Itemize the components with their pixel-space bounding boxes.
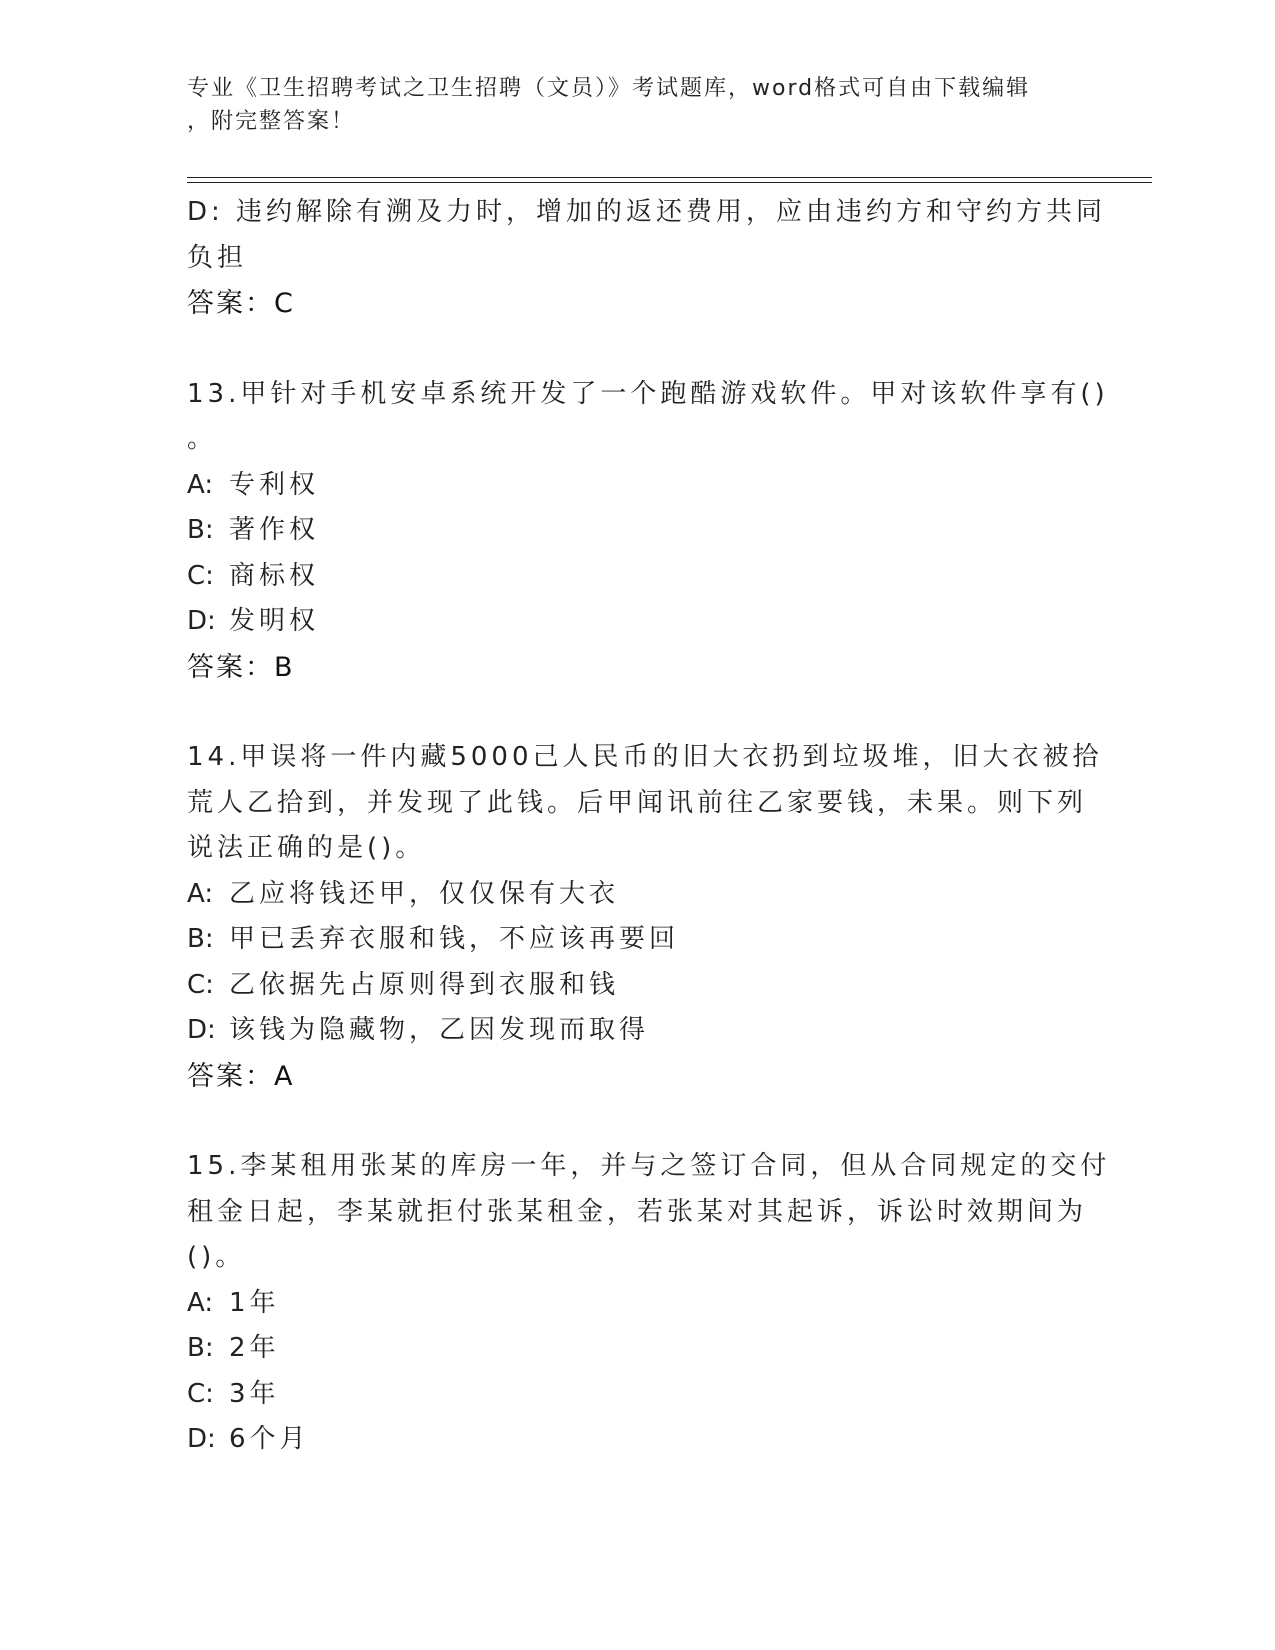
question-stem-line: 。: [187, 424, 218, 454]
option-a: [187, 463, 1087, 509]
option-b: [187, 1326, 1087, 1372]
question-stem-line: 租金日起，李某就拒付张某租金，若张某对其起诉，诉讼时效期间为: [187, 1196, 1088, 1227]
spacer: [187, 327, 1087, 372]
option-text: 著作权: [229, 515, 320, 545]
option-text: 乙依据先占原则得到衣服和钱: [229, 969, 620, 1000]
answer-text: 答案：A: [187, 1060, 295, 1092]
option-c: [187, 963, 1087, 1009]
option-label: D:: [187, 1424, 216, 1454]
question-14: [187, 735, 1103, 1099]
option-label: C:: [187, 560, 214, 591]
question-stem-line: 荒人乙拾到，并发现了此钱。后甲闻讯前往乙家要钱，未果。则下列: [187, 787, 1088, 818]
option-text: 2年: [229, 1333, 280, 1363]
option-label: B:: [187, 924, 214, 954]
option-label: A:: [187, 878, 214, 909]
option-label: B:: [187, 515, 214, 545]
option-a: [187, 1281, 1087, 1327]
option-text: 乙应将钱还甲，仅仅保有大衣: [229, 878, 620, 909]
option-d: [187, 1008, 1087, 1054]
option-text: 商标权: [229, 560, 320, 591]
option-label: D:: [187, 1015, 216, 1045]
option-label: A:: [187, 1287, 214, 1318]
option-text: 发明权: [229, 606, 320, 636]
question-stem-line: 13.甲针对手机安卓系统开发了一个跑酷游戏软件。甲对该软件享有(): [187, 378, 1109, 409]
option-d-line-1: D: 违约解除有溯及力时，增加的返还费用，应由违约方和守约方共同: [187, 197, 1107, 227]
option-b: [187, 917, 1087, 963]
option-d-line-2: 负担: [187, 242, 248, 273]
header-line-2: ，附完整答案！: [187, 109, 356, 134]
question-15: [187, 1144, 1111, 1463]
option-c: [187, 1372, 1087, 1418]
option-label: A:: [187, 469, 214, 500]
question-stem-line: ()。: [187, 1242, 246, 1272]
question-stem-line: 15.李某租用张某的库房一年，并与之签订合同，但从合同规定的交付: [187, 1151, 1111, 1181]
option-text: 专利权: [229, 469, 320, 500]
option-label: C:: [187, 969, 214, 1000]
option-d: [187, 1417, 1087, 1463]
prev-question-block: [187, 190, 1107, 327]
option-text: 6个月: [229, 1424, 310, 1454]
option-c: [187, 554, 1087, 600]
option-label: B:: [187, 1333, 214, 1363]
option-a: [187, 872, 1087, 918]
answer-text: 答案：B: [187, 651, 295, 683]
option-text: 1年: [229, 1287, 280, 1318]
question-stem-line: 14.甲误将一件内藏5000己人民币的旧大衣扔到垃圾堆，旧大衣被拾: [187, 742, 1103, 772]
option-label: C:: [187, 1378, 214, 1409]
spacer: [187, 690, 1087, 735]
option-text: 3年: [229, 1378, 280, 1409]
header-line-1: 专业《卫生招聘考试之卫生招聘（文员）》考试题库，word格式可自由下载编辑: [187, 76, 1031, 101]
header-rule-bottom: [187, 182, 1152, 183]
spacer: [187, 1099, 1087, 1144]
answer-text: 答案：C: [187, 288, 295, 319]
option-b: [187, 508, 1087, 554]
question-stem-line: 说法正确的是()。: [187, 833, 426, 863]
document-header: [187, 72, 1067, 138]
option-text: 甲已丢弃衣服和钱，不应该再要回: [229, 924, 680, 954]
option-label: D:: [187, 606, 216, 636]
document-body: [187, 190, 1111, 1463]
question-13: [187, 372, 1109, 691]
option-d: [187, 599, 1087, 645]
option-text: 该钱为隐藏物，乙因发现而取得: [229, 1015, 650, 1045]
header-rule-top: [187, 177, 1152, 178]
